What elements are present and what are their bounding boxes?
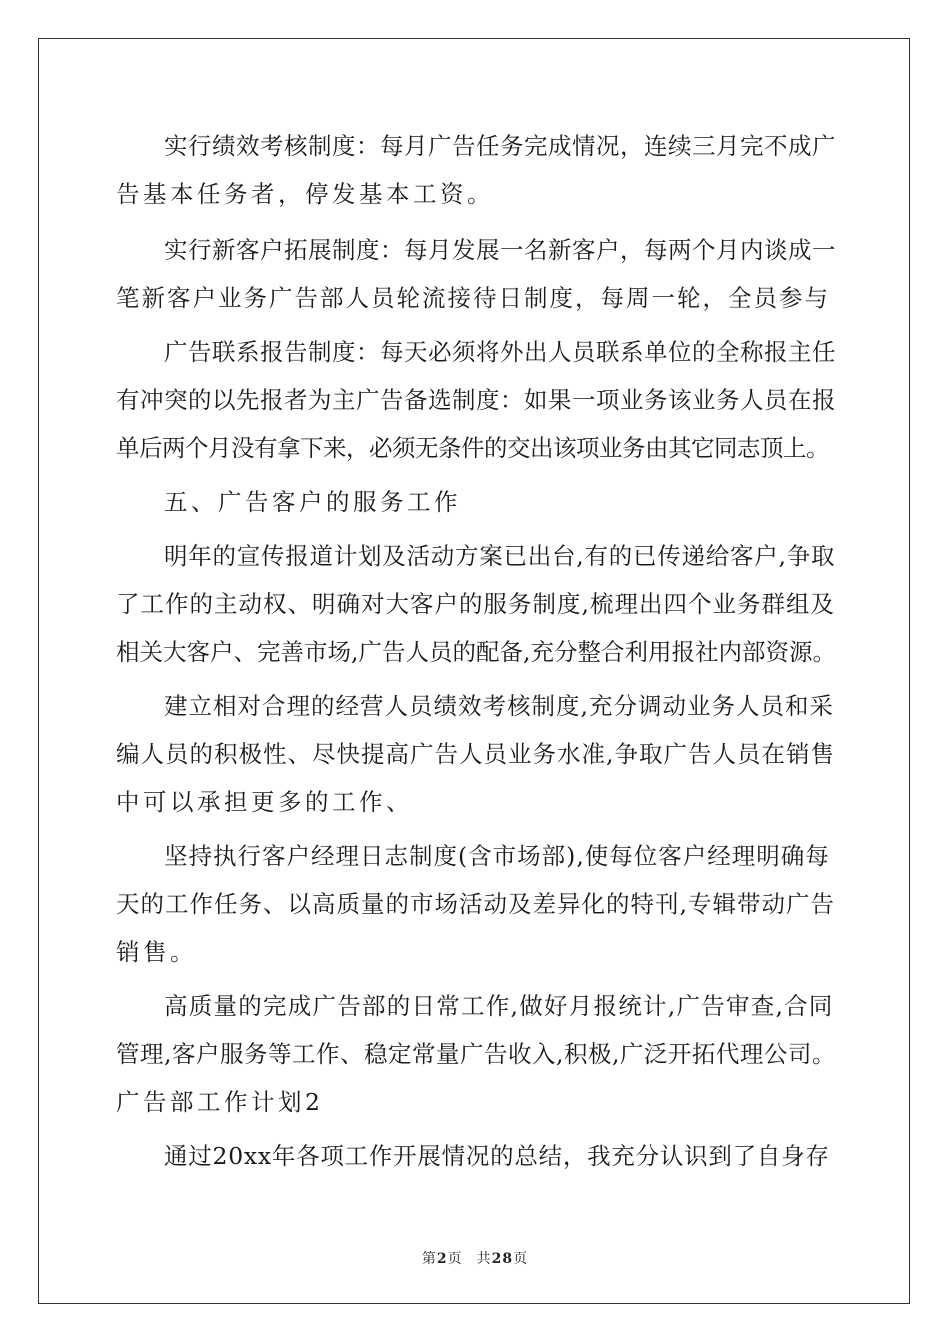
paragraph-line: 通过20xx年各项工作开展情况的总结，我充分认识到了自身存 [164,1142,830,1170]
paragraph-line: 实行新客户拓展制度：每月发展一名新客户，每两个月内谈成一 [164,236,836,264]
page-prefix: 第 [421,1251,437,1267]
page-unit: 页 [447,1251,463,1267]
section-heading: 五、广告客户的服务工作 [164,488,461,516]
paragraph-line: 笔新客户业务广告部人员轮流接待日制度，每周一轮，全员参与 [116,284,830,312]
paragraph-line: 中可以承担更多的工作、 [116,788,413,816]
paragraph-line: 高质量的完成广告部的日常工作,做好月报统计,广告审查,合同 [164,992,834,1020]
total-unit: 页 [513,1251,529,1267]
page-current: 2 [436,1251,448,1267]
paragraph-line: 有冲突的以先报者为主广告备选制度：如果一项业务该业务人员在报 [116,386,836,414]
page-footer [0,1248,950,1268]
paragraph-line: 相关大客户、完善市场,广告人员的配备,充分整合利用报社内部资源。 [116,638,836,666]
paragraph-line: 编人员的积极性、尽快提高广告人员业务水准,争取广告人员在销售 [116,740,835,768]
paragraph-line: 单后两个月没有拿下来，必须无条件的交出该项业务由其它同志顶上。 [116,434,829,462]
paragraph-line: 实行绩效考核制度：每月广告任务完成情况，连续三月完不成广 [164,132,836,160]
paragraph-line: 建立相对合理的经营人员绩效考核制度,充分调动业务人员和采 [164,692,834,720]
paragraph-line: 管理,客户服务等工作、稳定常量广告收入,积极,广泛开拓代理公司。 [116,1040,836,1068]
section-title: 广告部工作计划2 [116,1088,324,1116]
paragraph-line: 坚持执行客户经理日志制度(含市场部),使每位客户经理明确每 [164,842,830,870]
page-total: 28 [491,1251,514,1267]
paragraph-line: 广告联系报告制度：每天必须将外出人员联系单位的全称报主任 [164,338,836,366]
paragraph-line: 了工作的主动权、明确对大客户的服务制度,梳理出四个业务群组及 [116,590,835,618]
paragraph-line: 销售。 [116,938,197,966]
paragraph-line: 告基本任务者，停发基本工资。 [116,180,494,208]
paragraph-line: 明年的宣传报道计划及活动方案已出台,有的已传递给客户,争取 [164,542,836,570]
paragraph-line: 天的工作任务、以高质量的市场活动及差异化的特刊,专辑带动广告 [116,890,835,918]
total-prefix: 共 [476,1251,492,1267]
